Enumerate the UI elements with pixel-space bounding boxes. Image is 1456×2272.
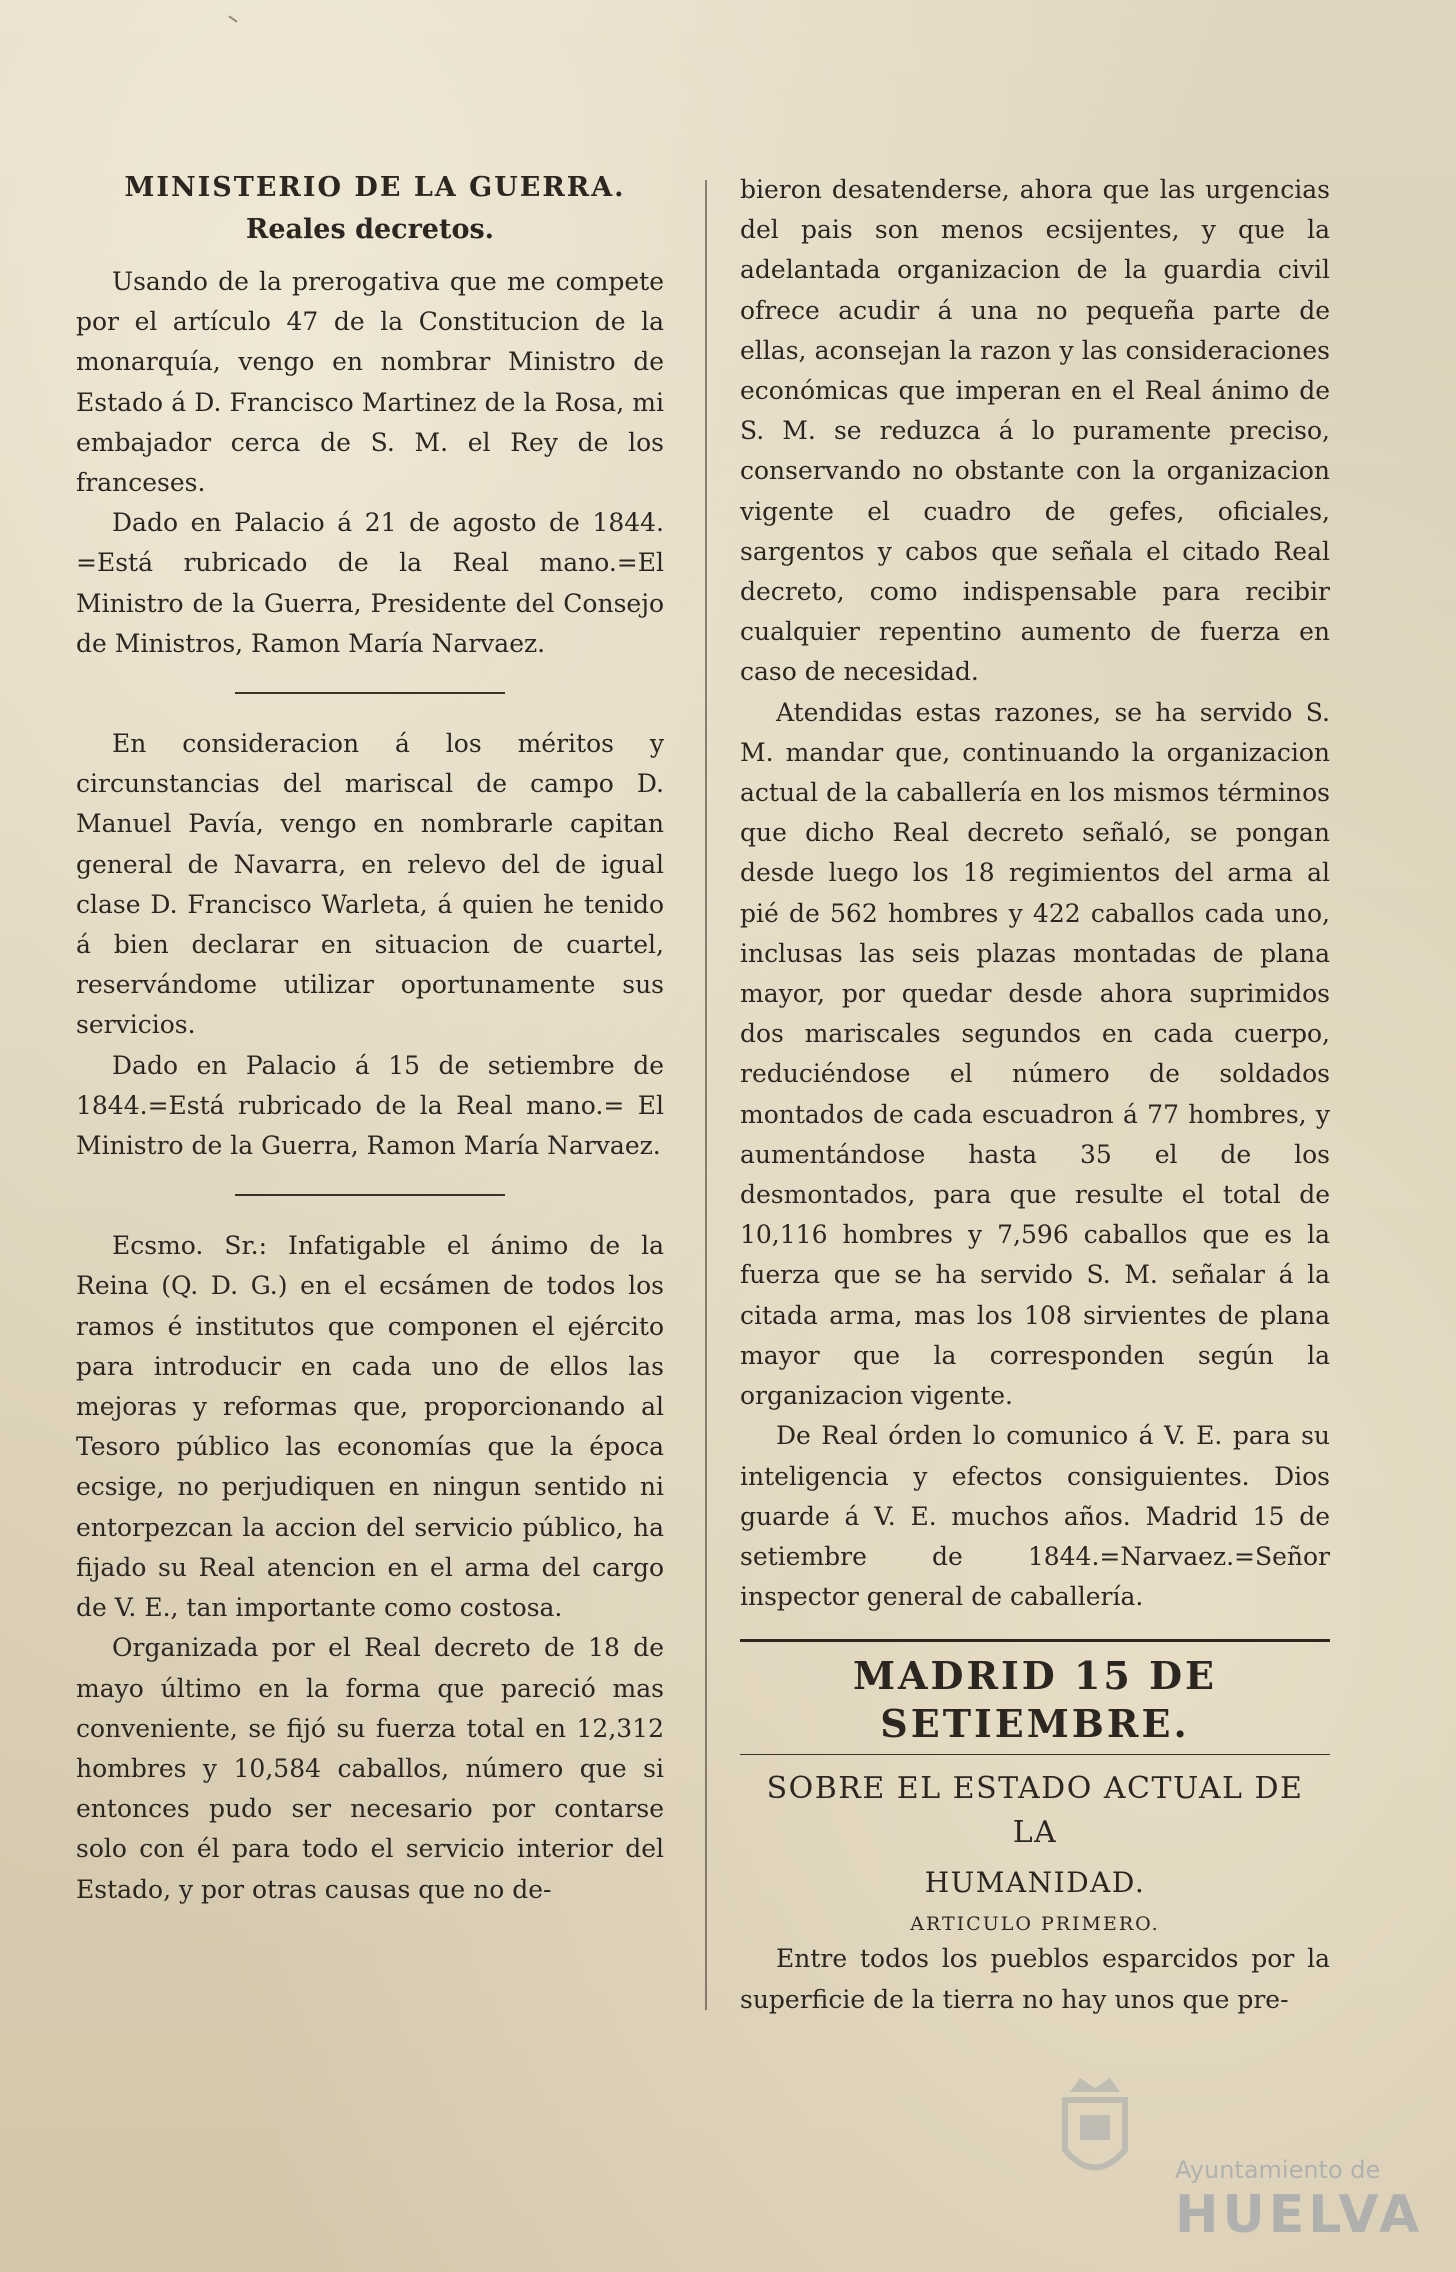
corner-mark bbox=[228, 15, 237, 22]
letter-paragraph: Organizada por el Real decreto de 18 de mayo último en la forma que pareció mas conveniente, se fijó su fuerza total en 12,312 hombres y 10,584 caballos, número que si entonces pudo ser necesario por contarse solo con él para todo el servicio interior del Estado, y por otras causas que no de- bbox=[76, 1633, 664, 1904]
letter-paragraph: Ecsmo. Sr.: Infatigable el ánimo de la Reina (Q. D. G.) en el ecsámen de todos los ramos é institutos que componen el ejército para introducir en cada uno de ellos las mejoras y reformas que, proporcionando al Tesoro público las economías que la época ecsige, no perjudiquen en ningun sentido ni entorpezcan la accion del servicio público, ha fijado su Real atencion en el arma del cargo de V. E., tan importante como costosa. bbox=[76, 1231, 664, 1623]
decree2-closing: Dado en Palacio á 15 de setiembre de 1844.=Está rubricado de la Real mano.= El Ministro de la Guerra, Ramon María Narvaez. bbox=[76, 1050, 664, 1161]
article-label: ARTICULO PRIMERO. bbox=[910, 1913, 1160, 1936]
letter-paragraph: Atendidas estas razones, se ha servido S. M. mandar que, continuando la organizacion actual de la caballería en los mismos términos que dicho Real decreto señaló, se pongan desde luego los 18 regimientos del arma al pié de 562 hombres y 422 caballos cada uno, inclusas las seis plazas montadas de plana mayor, por quedar desde ahora suprimidos dos mariscales segundos en cada cuerpo, reduciéndose el número de soldados montados de cada escuadron á 77 hombres, y aumentándose hasta 35 el de los desmontados, para que resulte el total de 10,116 hombres y 7,596 caballos que es la fuerza que se ha servido S. M. señalar á la citada arma, mas los 108 sirvientes de plana mayor que la corresponden según la organizacion vigente. bbox=[740, 697, 1330, 1411]
decrees-heading: Reales decretos. bbox=[245, 214, 495, 245]
right-column bbox=[740, 170, 1330, 2020]
article-body: Entre todos los pueblos esparcidos por la superficie de la tierra no hay unos que pre- bbox=[740, 1944, 1330, 2014]
decree1-body: Usando de la prerogativa que me compete por el artículo 47 de la Constitucion de la monarquía, vengo en nombrar Ministro de Estado á D. Francisco Martinez de la Rosa, mi embajador cerca de S. M. el Rey de los franceses. bbox=[76, 267, 664, 498]
watermark-line1: Ayuntamiento de bbox=[1175, 2156, 1381, 2184]
article-title: SOBRE EL ESTADO ACTUAL DE LA bbox=[766, 1771, 1304, 1851]
coat-of-arms-icon bbox=[1050, 2070, 1140, 2190]
section-divider bbox=[235, 692, 505, 694]
section-divider bbox=[235, 1194, 505, 1196]
decree1-closing: Dado en Palacio á 21 de agosto de 1844. =Está rubricado de la Real mano.=El Ministro de la Guerra, Presidente del Consejo de Ministros, Ramon María Narvaez. bbox=[76, 508, 664, 658]
section-rule bbox=[740, 1754, 1330, 1755]
decree2-body: En consideracion á los méritos y circunstancias del mariscal de campo D. Manuel Pavía, vengo en nombrarle capitan general de Navarra, en relevo del de igual clase D. Francisco Warleta, á quien he tenido á bien declarar en situacion de cuartel, reservándome utilizar oportunamente sus servicios. bbox=[76, 729, 664, 1040]
ministry-heading: MINISTERIO DE LA GUERRA. bbox=[124, 172, 626, 203]
section-rule bbox=[740, 1639, 1330, 1642]
letter-paragraph: De Real órden lo comunico á V. E. para su inteligencia y efectos consiguientes. Dios guarde á V. E. muchos años. Madrid 15 de setiembre de 1844.=Narvaez.=Señor inspector general de caballería. bbox=[740, 1421, 1330, 1612]
archive-watermark bbox=[1175, 2155, 1424, 2245]
column-rule bbox=[705, 180, 707, 2010]
left-column bbox=[76, 168, 664, 1910]
madrid-heading: MADRID 15 DE SETIEMBRE. bbox=[852, 1653, 1218, 1747]
letter-paragraph-continued: bieron desatenderse, ahora que las urgencias del pais son menos ecsijentes, y que la adelantada organizacion de la guardia civil ofrece acudir á una no pequeña parte de ellas, aconsejan la razon y las consideraciones económicas que imperan en el Real ánimo de S. M. se reduzca á lo puramente preciso, conservando no obstante con la organizacion vigente el cuadro de gefes, oficiales, sargentos y cabos que señala el citado Real decreto, como indispensable para recibir cualquier repentino aumento de fuerza en caso de necesidad. bbox=[740, 175, 1330, 687]
watermark-line2: HUELVA bbox=[1175, 2185, 1424, 2245]
article-title-line2: HUMANIDAD. bbox=[924, 1866, 1146, 1900]
